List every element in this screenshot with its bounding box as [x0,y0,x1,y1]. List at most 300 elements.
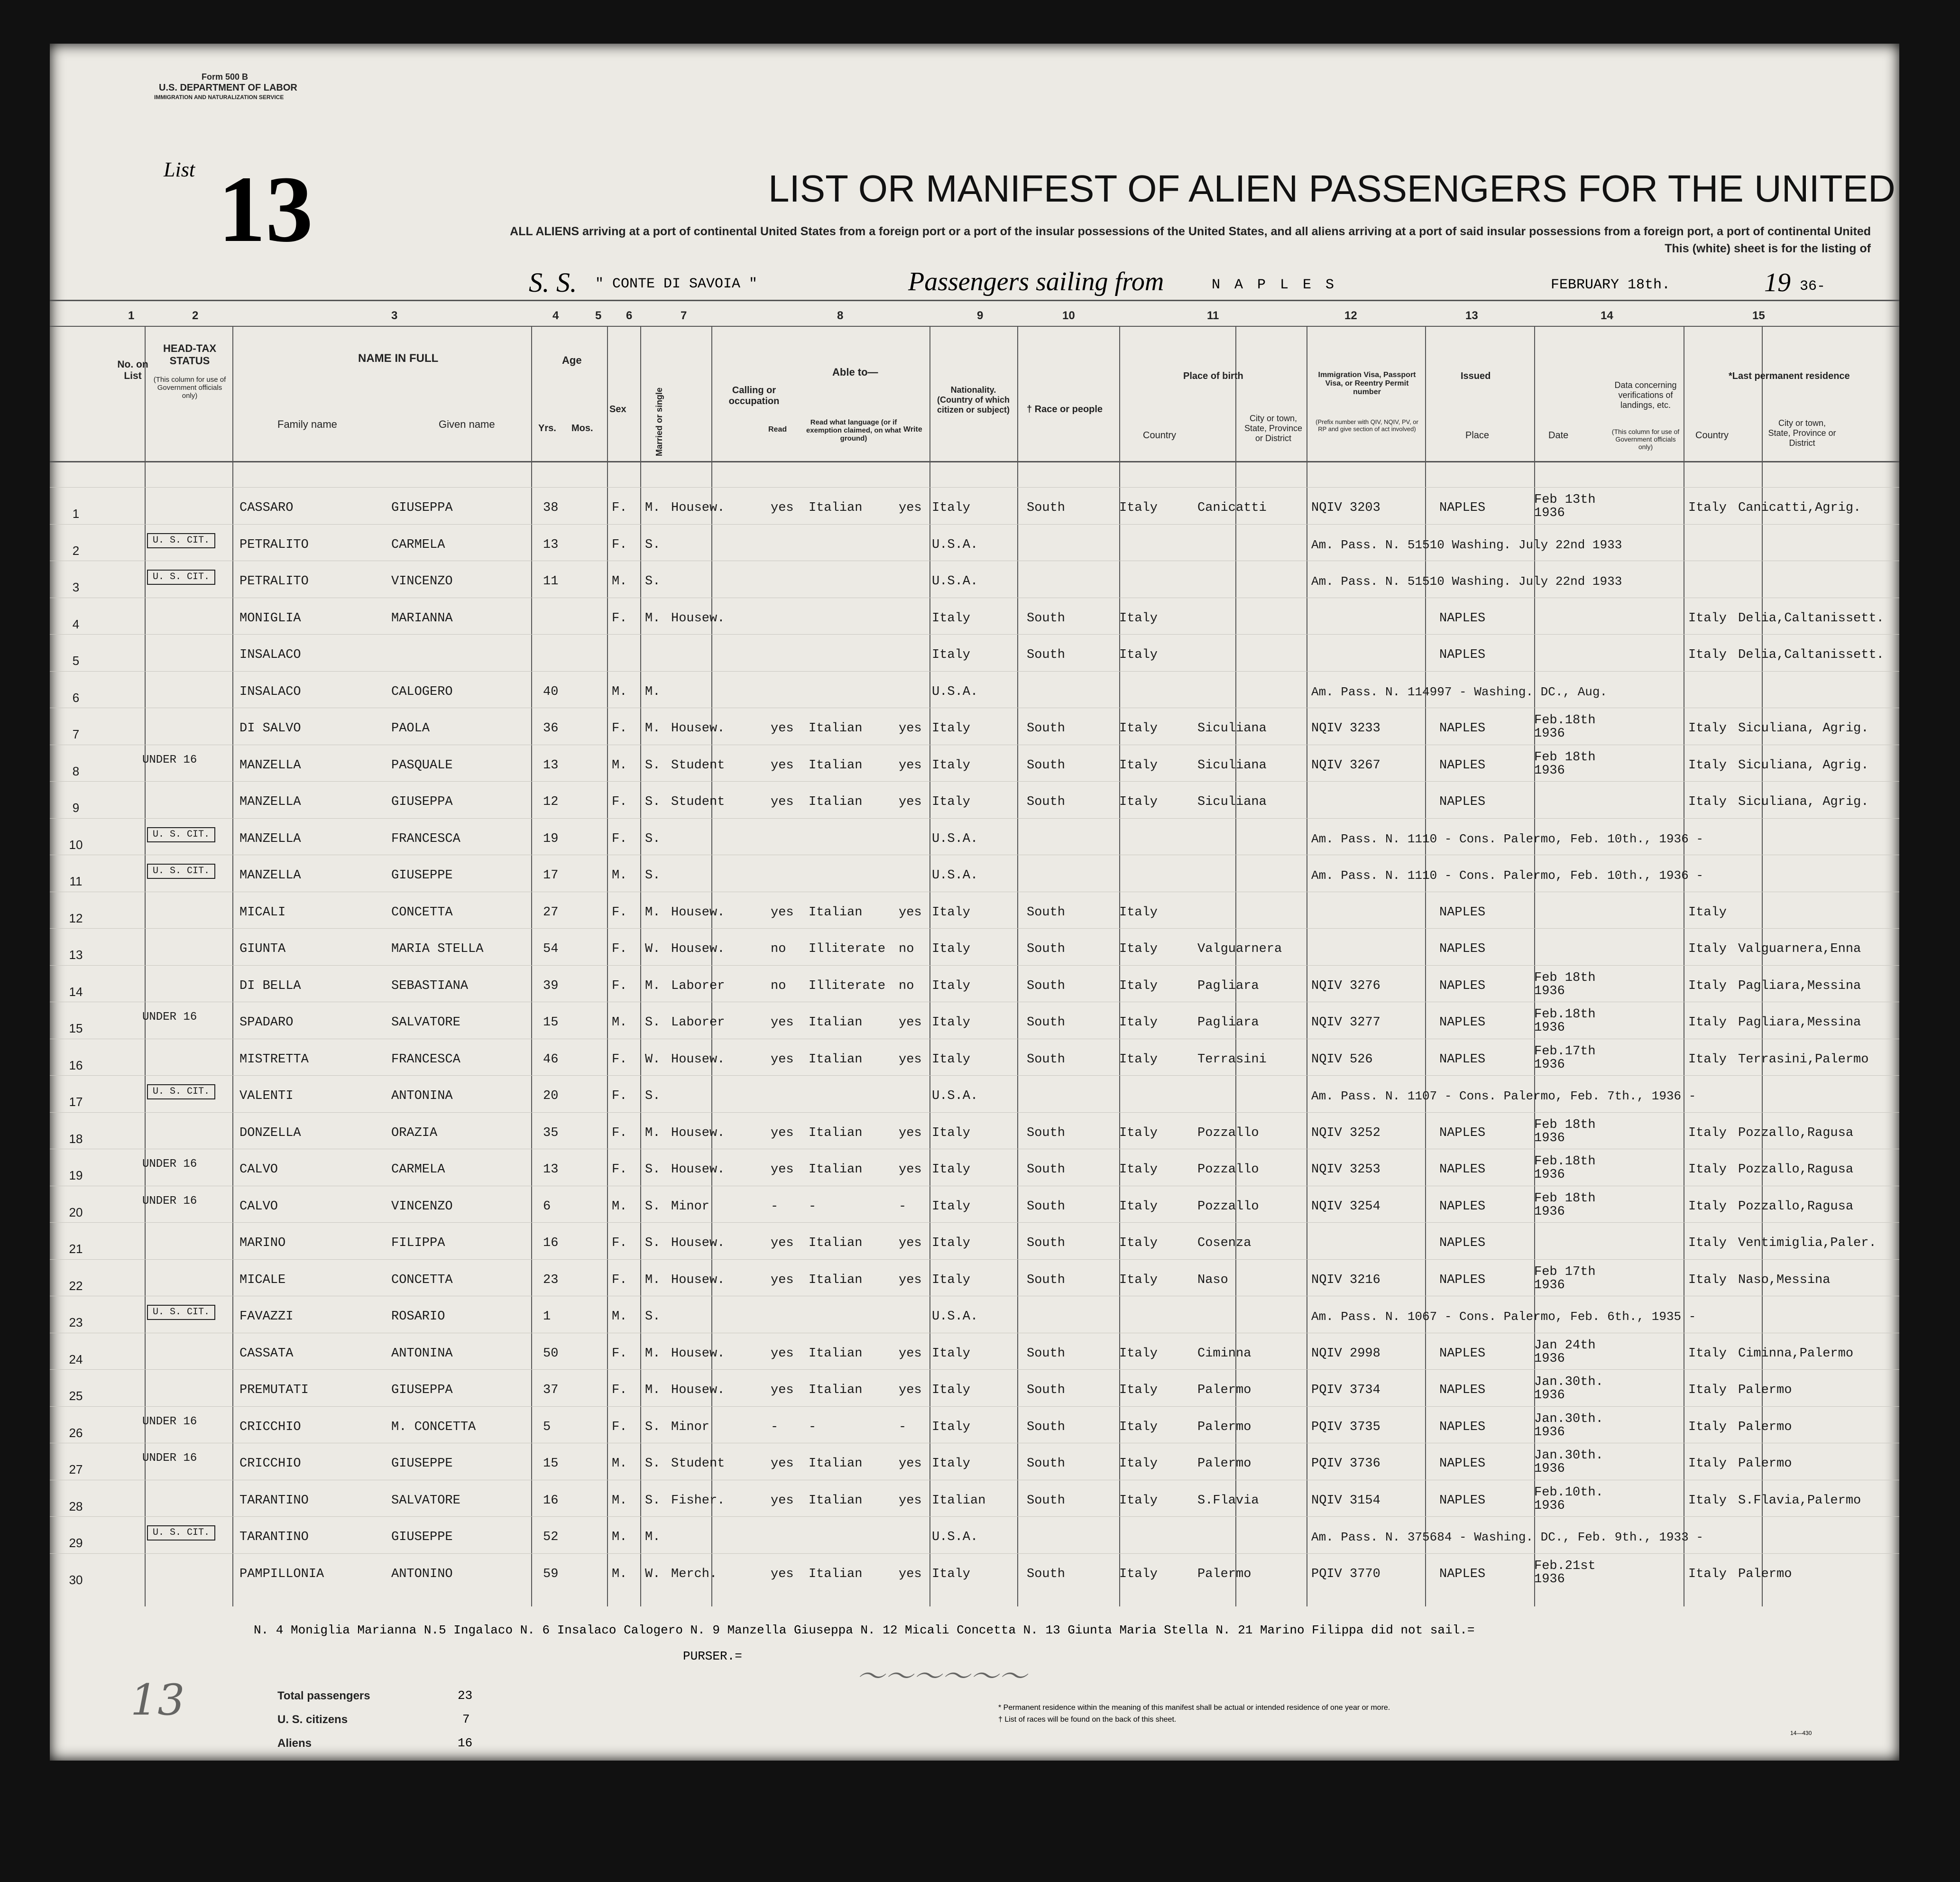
cell-rcountry: Italy [1688,1567,1727,1581]
cell-age: 52 [543,1530,559,1544]
row-number: 26 [69,1425,83,1440]
cell-lang: Illiterate [809,978,886,993]
cell-ms: M. [645,905,661,920]
cell-place: NAPLES [1439,1493,1486,1508]
cell-nat: U.S.A. [932,868,978,883]
cell-sex: F. [612,831,627,846]
cell-city: S.Flavia [1197,1493,1259,1508]
table-row [50,745,1899,782]
cell-rcity: Palermo [1738,1457,1792,1471]
cell-age: 38 [543,501,559,515]
cell-ms: S. [645,574,661,589]
row-number: 27 [69,1462,83,1476]
cell-read: yes [771,501,794,515]
cell-city: Pagliara [1197,978,1259,993]
cell-write: yes [899,1346,922,1361]
cell-sex: F. [612,721,627,736]
cell-date: Feb 17th 1936 [1534,1265,1596,1292]
did-not-sail-note: N. 4 Moniglia Marianna N.5 Ingalaco N. 6 Insalaco Calogero N. 9 Manzella Giuseppa N. 12 Micali Concetta N. 13 Giunta Maria Stella N. 21 Marino Filippa did not sail.= [254,1623,1475,1637]
cell-country: Italy [1119,795,1158,809]
cell-given: ANTONINA [391,1346,453,1361]
table-row [50,1186,1899,1223]
cell-occ: Housew. [671,501,725,515]
cell-age: 19 [543,831,559,846]
cell-given: VINCENZO [391,574,453,589]
table-row [50,855,1899,892]
head-tax-status: UNDER 16 [142,753,197,766]
cell-nat: Italy [932,1052,971,1067]
cell-read: no [771,942,786,956]
cell-occ: Fisher. [671,1493,725,1508]
list-label: List [164,158,195,181]
cell-age: 46 [543,1052,559,1067]
cell-family: DI BELLA [239,978,301,993]
row-number: 19 [69,1168,83,1182]
cell-age: 17 [543,868,559,883]
cell-nat: Italy [932,1567,971,1581]
cell-rcountry: Italy [1688,1273,1727,1287]
cell-place: NAPLES [1439,978,1486,993]
table-row [50,1443,1899,1480]
cell-nat: Italy [932,1346,971,1361]
year-suffix: 36- [1800,278,1826,295]
cell-sex: M. [612,684,627,699]
cell-occ: Housew. [671,1236,725,1250]
cell-occ: Laborer [671,978,725,993]
header-mos: Mos. [571,423,593,434]
ss-label: S. S. [529,267,577,298]
cell-occ: Minor [671,1199,710,1214]
cell-country: Italy [1119,1236,1158,1250]
service: IMMIGRATION AND NATURALIZATION SERVICE [154,94,284,101]
cell-visa: Am. Pass. N. 114997 - Washing. DC., Aug. [1311,684,1608,699]
cell-date: Jan.30th. 1936 [1534,1375,1603,1402]
cell-visa: NQIV 3254 [1311,1199,1380,1214]
cell-family: MANZELLA [239,831,301,846]
header-last-residence: *Last permanent residence [1729,371,1850,381]
cell-rcity: Pozzallo,Ragusa [1738,1126,1854,1140]
cell-nat: Italy [932,1126,971,1140]
header-res-country: Country [1695,430,1729,441]
cell-rcountry: Italy [1688,1162,1727,1177]
cell-ms: M. [645,1346,661,1361]
cell-family: PETRALITO [239,574,309,589]
cell-lang: Illiterate [809,942,886,956]
cell-city: Siculiana [1197,721,1267,736]
header-race: † Race or people [1027,404,1103,415]
cell-visa: NQIV 3276 [1311,978,1380,993]
row-number: 8 [72,764,80,778]
cell-family: CASSATA [239,1346,294,1361]
cell-race: South [1027,1015,1066,1030]
cell-race: South [1027,1457,1066,1471]
cell-sex: M. [612,1310,627,1324]
cell-country: Italy [1119,1052,1158,1067]
cell-visa: PQIV 3735 [1311,1420,1380,1434]
cell-age: 11 [543,574,559,589]
cell-ms: S. [645,1015,661,1030]
cell-country: Italy [1119,1162,1158,1177]
cell-given: CARMELA [391,1162,445,1177]
cell-nat: Italian [932,1493,986,1508]
cell-write: - [899,1199,907,1214]
cell-age: 40 [543,684,559,699]
row-number: 2 [72,543,80,558]
cell-visa: Am. Pass. N. 1110 - Cons. Palermo, Feb. 10th., 1936 - [1311,831,1703,846]
cell-rcountry: Italy [1688,978,1727,993]
header-name-in-full: NAME IN FULL [358,352,439,365]
cell-rcountry: Italy [1688,1420,1727,1434]
cell-nat: Italy [932,1015,971,1030]
cell-age: 12 [543,795,559,809]
cell-visa: NQIV 2998 [1311,1346,1380,1361]
cell-occ: Housew. [671,1162,725,1177]
cell-race: South [1027,1236,1066,1250]
cell-place: NAPLES [1439,1126,1486,1140]
row-number: 20 [69,1205,83,1219]
cell-family: CALVO [239,1199,278,1214]
cell-family: CASSARO [239,501,294,515]
cell-ms: S. [645,1420,661,1434]
cell-write: yes [899,1052,922,1067]
header-married: Married or single [654,387,664,456]
header-rule-bottom [50,461,1899,462]
cell-rcountry: Italy [1688,1457,1727,1471]
cell-race: South [1027,1052,1066,1067]
cell-family: PAMPILLONIA [239,1567,324,1581]
purser-label: PURSER.= [683,1649,742,1663]
cell-visa: NQIV 3203 [1311,501,1380,515]
cell-sex: F. [612,1236,627,1250]
cell-age: 1 [543,1310,551,1324]
cell-place: NAPLES [1439,1420,1486,1434]
cell-read: yes [771,795,794,809]
cell-read: yes [771,1493,794,1508]
cell-date: Feb.18th 1936 [1534,1008,1596,1034]
header-age: Age [562,354,582,366]
cell-race: South [1027,942,1066,956]
cell-write: yes [899,1493,922,1508]
cell-ms: M. [645,611,661,626]
cell-place: NAPLES [1439,758,1486,773]
cell-rcountry: Italy [1688,1346,1727,1361]
cell-rcity: Palermo [1738,1567,1792,1581]
table-row [50,1149,1899,1186]
cell-nat: Italy [932,905,971,920]
cell-lang: Italian [809,1236,863,1250]
row-number: 6 [72,690,80,705]
cell-nat: Italy [932,1236,971,1250]
cell-date: Feb 13th 1936 [1534,493,1596,520]
cell-place: NAPLES [1439,1052,1486,1067]
cell-given: ORAZIA [391,1126,438,1140]
cell-sex: M. [612,1457,627,1471]
colnum-4: 4 [552,309,559,322]
cell-place: NAPLES [1439,1383,1486,1397]
cell-country: Italy [1119,1015,1158,1030]
cell-family: MARINO [239,1236,286,1250]
header-no-on-list: No. on List [117,359,148,381]
cell-visa: NQIV 526 [1311,1052,1373,1067]
cell-sex: M. [612,868,627,883]
cell-country: Italy [1119,905,1158,920]
cell-family: DI SALVO [239,721,301,736]
cell-race: South [1027,1420,1066,1434]
cell-visa: PQIV 3770 [1311,1567,1380,1581]
cell-age: 37 [543,1383,559,1397]
table-row [50,1480,1899,1517]
row-number: 16 [69,1058,83,1072]
header-rule-top [50,300,1899,301]
cell-rcity: Palermo [1738,1420,1792,1434]
header-sex: Sex [609,404,626,415]
cell-nat: Italy [932,942,971,956]
cell-family: PREMUTATI [239,1383,309,1397]
cell-ms: W. [645,942,661,956]
cell-rcity: S.Flavia,Palermo [1738,1493,1861,1508]
cell-place: NAPLES [1439,721,1486,736]
cell-rcity: Palermo [1738,1383,1792,1397]
cell-visa: NQIV 3252 [1311,1126,1380,1140]
cell-age: 16 [543,1493,559,1508]
cell-sex: F. [612,501,627,515]
cell-lang: Italian [809,1383,863,1397]
cell-sex: M. [612,1530,627,1544]
cell-rcity: Ciminna,Palermo [1738,1346,1854,1361]
form-number: Form 500 B [202,72,248,82]
header-given-name: Given name [439,418,495,430]
cell-lang: Italian [809,758,863,773]
cell-date: Feb.18th 1936 [1534,714,1596,740]
cell-nat: U.S.A. [932,1310,978,1324]
cell-write: yes [899,758,922,773]
head-tax-status: UNDER 16 [142,1452,197,1465]
cell-visa: Am. Pass. N. 1067 - Cons. Palermo, Feb. 6th., 1935 - [1311,1310,1696,1324]
cell-ms: M. [645,684,661,699]
sailing-date: FEBRUARY 18th. [1551,277,1671,293]
cell-rcountry: Italy [1688,648,1727,662]
cell-given: ROSARIO [391,1310,445,1324]
cell-nat: U.S.A. [932,1530,978,1544]
cell-rcity: Pozzallo,Ragusa [1738,1199,1854,1214]
cell-race: South [1027,795,1066,809]
total-passengers-value: 23 [458,1688,473,1703]
cell-date: Feb 18th 1936 [1534,1191,1596,1218]
cell-country: Italy [1119,1493,1158,1508]
cell-read: yes [771,905,794,920]
cell-race: South [1027,758,1066,773]
cell-lang: Italian [809,721,863,736]
cell-place: NAPLES [1439,1346,1486,1361]
cell-ms: M. [645,1126,661,1140]
cell-rcity: Siculiana, Agrig. [1738,795,1869,809]
cell-occ: Student [671,758,725,773]
cell-occ: Housew. [671,1383,725,1397]
cell-sex: F. [612,942,627,956]
header-head-tax: HEAD-TAX STATUS [163,342,217,367]
cell-family: TARANTINO [239,1493,309,1508]
cell-rcountry: Italy [1688,1383,1727,1397]
cell-city: Naso [1197,1273,1228,1287]
table-row [50,928,1899,966]
cell-ms: M. [645,1530,661,1544]
row-number: 11 [69,874,83,888]
row-number: 24 [69,1352,83,1366]
cell-given: GIUSEPPE [391,1457,453,1471]
cell-occ: Housew. [671,942,725,956]
cell-family: CALVO [239,1162,278,1177]
cell-family: INSALACO [239,648,301,662]
cell-race: South [1027,1493,1066,1508]
cell-write: no [899,978,914,993]
cell-read: yes [771,1126,794,1140]
cell-read: yes [771,1346,794,1361]
cell-rcountry: Italy [1688,758,1727,773]
cell-place: NAPLES [1439,1457,1486,1471]
header-able-to: Able to— [832,366,878,378]
cell-nat: Italy [932,1457,971,1471]
cell-place: NAPLES [1439,648,1486,662]
cell-city: Ciminna [1197,1346,1251,1361]
cell-city: Palermo [1197,1457,1251,1471]
row-number: 18 [69,1131,83,1146]
cell-ms: S. [645,1310,661,1324]
cell-date: Jan 24th 1936 [1534,1338,1596,1365]
colnum-9: 9 [977,309,984,322]
colnum-6: 6 [626,309,633,322]
cell-date: Jan.30th. 1936 [1534,1449,1603,1476]
cell-age: 13 [543,1162,559,1177]
cell-city: Cosenza [1197,1236,1251,1250]
cell-country: Italy [1119,1273,1158,1287]
cell-rcountry: Italy [1688,1052,1727,1067]
cell-ms: S. [645,1236,661,1250]
table-row [50,1369,1899,1407]
cell-date: Feb 18th 1936 [1534,971,1596,998]
cell-lang: Italian [809,501,863,515]
table-row [50,892,1899,929]
cell-given: SALVATORE [391,1493,460,1508]
cell-date: Feb.21st 1936 [1534,1559,1596,1586]
colnum-15: 15 [1752,309,1765,322]
head-tax-status: U. S. CIT. [147,570,215,585]
cell-age: 13 [543,537,559,552]
cell-place: NAPLES [1439,795,1486,809]
cell-given: CARMELA [391,537,445,552]
cell-place: NAPLES [1439,1015,1486,1030]
cell-race: South [1027,1346,1066,1361]
cell-rcountry: Italy [1688,1126,1727,1140]
cell-write: yes [899,1457,922,1471]
cell-given: PASQUALE [391,758,453,773]
colnum-8: 8 [837,309,844,322]
races-note: † List of races will be found on the back of this sheet. [998,1716,1177,1724]
cell-visa: NQIV 3216 [1311,1273,1380,1287]
cell-occ: Housew. [671,1126,725,1140]
cell-date: Jan.30th. 1936 [1534,1412,1603,1439]
cell-ms: S. [645,831,661,846]
cell-lang: Italian [809,905,863,920]
cell-read: yes [771,1273,794,1287]
cell-given: SEBASTIANA [391,978,469,993]
table-row [50,1296,1899,1333]
cell-country: Italy [1119,1567,1158,1581]
cell-rcity: Valguarnera,Enna [1738,942,1861,956]
cell-write: no [899,942,914,956]
cell-visa: NQIV 3267 [1311,758,1380,773]
cell-read: yes [771,721,794,736]
cell-age: 5 [543,1420,551,1434]
cell-rcountry: Italy [1688,1015,1727,1030]
cell-given: MARIA STELLA [391,942,484,956]
cell-rcountry: Italy [1688,942,1727,956]
cell-ms: W. [645,1567,661,1581]
cell-occ: Housew. [671,905,725,920]
cell-race: South [1027,978,1066,993]
sailing-label: Passengers sailing from [908,267,1164,296]
cell-family: MICALI [239,905,286,920]
cell-write: yes [899,1383,922,1397]
cell-family: INSALACO [239,684,301,699]
cell-age: 36 [543,721,559,736]
cell-country: Italy [1119,978,1158,993]
cell-sex: F. [612,1089,627,1103]
table-row [50,1516,1899,1554]
cell-city: Palermo [1197,1567,1251,1581]
cell-nat: U.S.A. [932,684,978,699]
row-number: 10 [69,837,83,852]
cell-city: Terrasini [1197,1052,1267,1067]
cell-race: South [1027,1199,1066,1214]
cell-family: PETRALITO [239,537,309,552]
table-row [50,487,1899,525]
cell-age: 13 [543,758,559,773]
cell-nat: Italy [932,1383,971,1397]
cell-nat: Italy [932,795,971,809]
header-landing-note: (This column for use of Government officials only) [1611,428,1680,451]
cell-family: CRICCHIO [239,1457,301,1471]
cell-city: Canicatti [1197,501,1267,515]
header-birth-country: Country [1143,430,1177,441]
cell-write: - [899,1420,907,1434]
cell-country: Italy [1119,1420,1158,1434]
cell-ms: S. [645,758,661,773]
cell-ms: S. [645,1457,661,1471]
cell-rcity: Pozzallo,Ragusa [1738,1162,1854,1177]
header-calling: Calling or occupation [728,385,780,406]
colnum-5: 5 [595,309,602,322]
cell-nat: Italy [932,648,971,662]
table-row [50,561,1899,598]
colnum-2: 2 [192,309,199,322]
table-row [50,598,1899,635]
cell-family: FAVAZZI [239,1310,294,1324]
table-row [50,671,1899,709]
manifest-sheet [50,44,1899,1761]
cell-sex: F. [612,1052,627,1067]
cell-rcountry: Italy [1688,795,1727,809]
cell-lang: - [809,1199,817,1214]
header-visa: Immigration Visa, Passport Visa, or Reentry Permit number [1318,371,1416,396]
cell-city: Valguarnera [1197,942,1282,956]
colnum-1: 1 [128,309,135,322]
cell-place: NAPLES [1439,1273,1486,1287]
cell-rcountry: Italy [1688,1236,1727,1250]
header-rule-colnums [50,326,1899,327]
cell-write: yes [899,1015,922,1030]
cell-given: VINCENZO [391,1199,453,1214]
cell-city: Pozzallo [1197,1162,1259,1177]
